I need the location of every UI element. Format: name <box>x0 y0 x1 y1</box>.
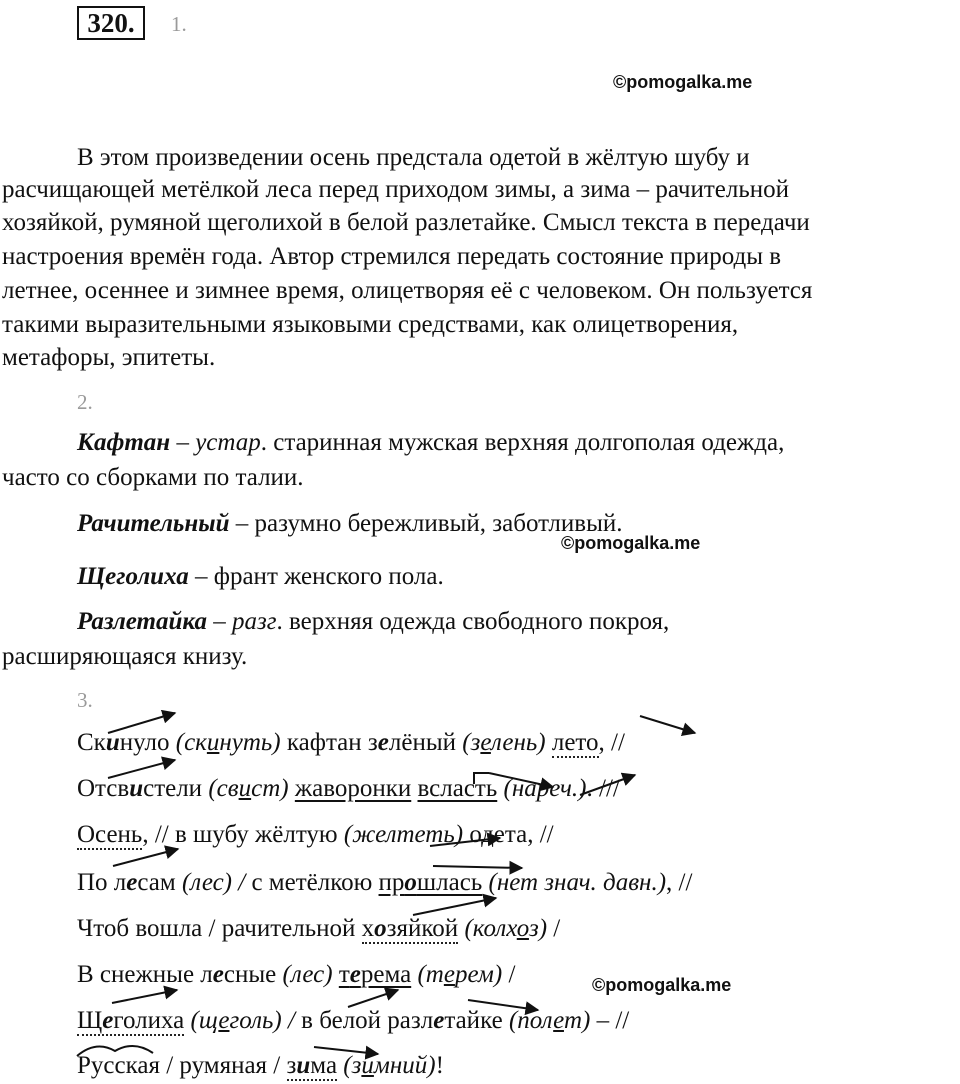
glossary-entry: Щеголиха – франт женского пола. <box>77 563 444 590</box>
poem-line: Чтоб вошла / рачительной хозяйкой (колхоз) / <box>77 915 561 942</box>
arrow <box>640 716 695 733</box>
subject-word: Щеголиха <box>77 1007 185 1034</box>
arrow <box>413 898 496 915</box>
predicate-word: прошлась <box>378 869 483 896</box>
subject-word: лето <box>551 729 599 756</box>
glossary-entry-continuation: расширяющаяся книзу. <box>2 643 248 670</box>
paragraph-line: летнее, осеннее и зимнее время, олицетворяя её с человеком. Он пользуется <box>2 277 813 304</box>
arrow <box>112 990 177 1003</box>
paragraph-line: метафоры, эпитеты. <box>2 344 216 371</box>
section-3-marker: 3. <box>77 688 93 712</box>
poem-line: Отсвистели (свист) жаворонки всласть (нареч.). /// <box>77 775 620 802</box>
paragraph-line: хозяйкой, румяной щеголихой в белой разлетайке. Смысл текста в передачи <box>2 209 810 236</box>
section-1-marker: 1. <box>171 12 187 36</box>
paragraph-line: такими выразительными языковыми средствами, как олицетворения, <box>2 311 739 338</box>
glossary-entry-continuation: часто со сборками по талии. <box>2 464 304 491</box>
poem-line: В снежные лесные (лес) терема (терем) / <box>77 961 516 988</box>
poem-line: Осень, // в шубу жёлтую (желтеть) одета, // <box>77 821 554 848</box>
poem-line: Скинуло (скинуть) кафтан зелёный (зелень) лето, // <box>77 729 625 756</box>
glossary-term: Разлетайка <box>77 608 207 635</box>
poem-line: Русская / румяная / зима (зимний)! <box>77 1052 444 1079</box>
arrow <box>348 990 398 1007</box>
glossary-term: Рачительный <box>77 510 230 537</box>
glossary-term: Кафтан <box>77 429 171 456</box>
subject-word: жаворонки <box>294 775 412 802</box>
task-number-box <box>77 6 145 40</box>
noun-word: терема <box>338 961 412 988</box>
glossary-entry: Разлетайка – разг. верхняя одежда свободного покроя, <box>77 608 670 635</box>
glossary-entry: Кафтан – устар. старинная мужская верхняя долгополая одежда, <box>77 429 785 456</box>
paragraph-line: В этом произведении осень предстала одетой в жёлтую шубу и <box>77 144 750 171</box>
watermark-bottom: ©pomogalka.me <box>592 975 732 995</box>
arrow <box>113 849 178 866</box>
glossary-term: Щеголиха <box>77 563 189 590</box>
task-number: 320. <box>87 8 135 38</box>
adverb-word: всласть <box>417 775 498 802</box>
poem-line: Щеголиха (щеголь) / в белой разлетайке (полет) – // <box>77 1007 630 1034</box>
watermark-top: ©pomogalka.me <box>613 72 753 92</box>
section-2-marker: 2. <box>77 390 93 414</box>
subject-word: Осень <box>77 821 143 848</box>
subject-word: зима <box>286 1052 338 1079</box>
paragraph-line: настроения времён года. Автор стремился передать состояние природы в <box>2 243 782 270</box>
watermark-middle: ©pomogalka.me <box>561 533 701 553</box>
paragraph-line: расчищающей метёлкой леса перед приходом зимы, а зима – рачительной <box>2 176 790 203</box>
object-word: хозяйкой <box>361 915 459 942</box>
poem-line: По лесам (лес) / с метёлкою прошлась (нет знач. давн.), // <box>77 869 693 896</box>
glossary-entry: Рачительный – разумно бережливый, заботливый. <box>77 510 623 537</box>
